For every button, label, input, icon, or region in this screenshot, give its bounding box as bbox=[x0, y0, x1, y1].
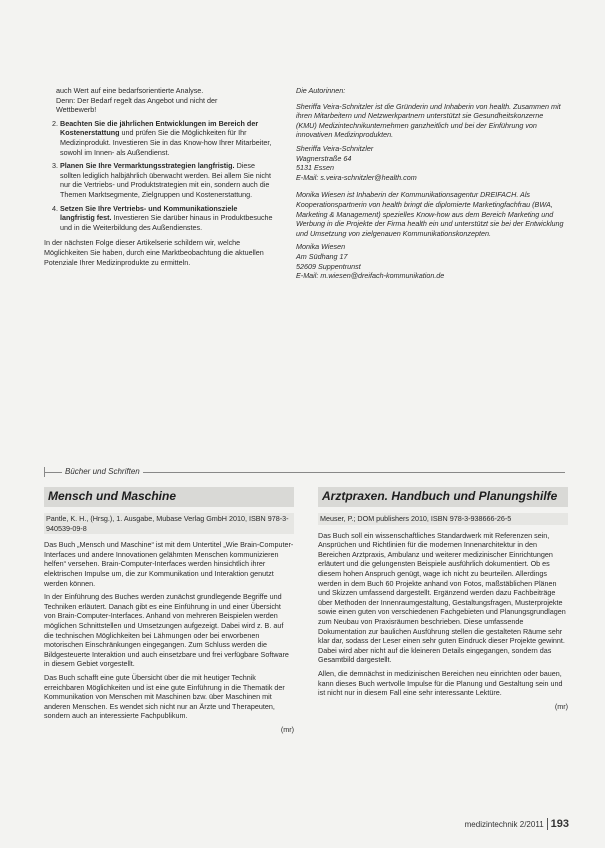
address-line: E-Mail: s.veira-schnitzler@health.com bbox=[296, 172, 417, 182]
list-item bbox=[60, 204, 274, 233]
review-signature: (mr) bbox=[554, 701, 568, 711]
section-label: Bücher und Schriften bbox=[62, 467, 143, 477]
review-paragraph: Allen, die demnächst in medizinischen Bereichen neu einrichten oder bauen, kann dieses Buch wertvolle Impulse für die Planung und Gestaltung sein und ist nicht nur in diesem Fall eine sehr interessante Lektüre. bbox=[318, 668, 563, 698]
step-heading: Planen Sie Ihre Vermarktungsstrategien langfristig. bbox=[60, 161, 235, 171]
book-review-mensch-und-maschine bbox=[44, 487, 294, 734]
page-footer bbox=[465, 819, 569, 830]
address-line: 52609 Suppentrunst bbox=[296, 261, 361, 271]
step-heading: Beachten Sie die jährlichen Entwicklungen im Bereich der Kostenerstattung bbox=[60, 118, 259, 138]
intro-line: Denn: Der Bedarf regelt das Angebot und nicht der bbox=[56, 95, 218, 105]
author1-bio: Sheriffa Veira-Schnitzler ist die Gründerin und Inhaberin von health. Zusammen mit ihren Mitarbeitern und Netzwerkpartnern unterstützt sie Gesundheitskonzerne (KMU) Medizintechnikunternehmen ganzheitlich und bei der Einführung von innovativen Medizinprodukten. bbox=[296, 101, 561, 140]
review-paragraph: Das Buch „Mensch und Maschine“ ist mit dem Untertitel „Wie Brain-Computer-Interfaces und andere Innovationen gelähmten Menschen kommunizieren helfen“ versehen. Brain-Computer-Interfaces werden hinsichtlich ihrer elektrischen Impulse um, die zur Kommunikation und Interaktion genutzt werden können. bbox=[44, 540, 294, 588]
step-text: Investieren Sie darüber hinaus in Produktbesuche und in die Weiterbildung des Außendienstes. bbox=[60, 213, 273, 232]
author2-address bbox=[296, 242, 564, 280]
list-item bbox=[60, 161, 274, 199]
address-line: Wagnerstraße 64 bbox=[296, 153, 352, 163]
step-heading: Setzen Sie Ihre Vertriebs- und Kommunikationsziele langfristig fest. bbox=[60, 203, 238, 223]
author-info bbox=[296, 86, 564, 289]
list-item bbox=[60, 119, 274, 157]
address-line: Am Südhang 17 bbox=[296, 251, 348, 261]
step-text: Diese sollten lediglich halbjährlich überwacht werden. Bei allem Sie nicht nur die Vertriebs- und Produktstrategien mit ein, sondern auch die Themen Marktsegmente, Zielgruppen und Kostenerstattung. bbox=[60, 161, 271, 199]
recommendation-list bbox=[44, 119, 274, 233]
step-text: und prüfen Sie die Möglichkeiten für Ihr Medizinprodukt. Investieren Sie in das Know-how Ihrer Mitarbeiter, sowohl im Innen- als Außendienst. bbox=[60, 128, 272, 157]
review-title: Mensch und Maschine bbox=[44, 487, 294, 507]
review-title: Arztpraxen. Handbuch und Planungshilfe bbox=[318, 487, 568, 507]
closing-paragraph: In der nächsten Folge dieser Artikelserie schildern wir, welche Möglichkeiten Sie haben, durch eine Marktbeobachtung die aktuellen Potenziale Ihrer Medizinprodukte zu ermitteln. bbox=[44, 238, 264, 267]
intro-line: auch Wert auf eine bedarfsorientierte Analyse. bbox=[56, 86, 204, 95]
article-continuation bbox=[44, 86, 274, 271]
authors-label: Die Autorinnen: bbox=[296, 86, 346, 95]
section-divider bbox=[44, 467, 565, 477]
journal-issue: medizintechnik 2/2011 bbox=[464, 820, 544, 829]
review-signature: (mr) bbox=[280, 724, 294, 734]
address-line: E-Mail: m.wiesen@dreifach-kommunikation.de bbox=[296, 271, 445, 281]
review-reference: Pantle, K. H., (Hrsg.), 1. Ausgabe, Mubase Verlag GmbH 2010, ISBN 978-3-940539-09-8 bbox=[44, 513, 294, 534]
review-reference: Meuser, P.; DOM publishers 2010, ISBN 978-3-938666-26-5 bbox=[318, 513, 568, 525]
address-line: Monika Wiesen bbox=[296, 242, 346, 252]
address-line: Sheriffa Veira-Schnitzler bbox=[296, 143, 374, 153]
book-review-arztpraxen bbox=[318, 487, 568, 711]
page-number: 193 bbox=[547, 818, 569, 830]
author1-address bbox=[296, 144, 564, 182]
intro-line: Wettbewerb! bbox=[56, 105, 97, 115]
address-line: 5131 Essen bbox=[296, 163, 334, 173]
author2-bio: Monika Wiesen ist Inhaberin der Kommunikationsagentur DREIFACH. Als Kooperationspartnerin von health bringt die diplomierte Marketingfachfrau (BWA, Marketing & Management) spezielles Know-how aus dem Bereich Marketing und Werbung in die Projekte der Firma health ein und unterstützt sie bei der Entwicklung und Umsetzung von zielgenauen Kommunikationskonzepten. bbox=[296, 190, 564, 238]
review-paragraph: Das Buch soll ein wissenschaftliches Standardwerk mit Referenzen sein, Ansprüchen und Richtlinien für die modernen Innenarchitektur in den Bereichen Arztpraxis, Ambulanz und weiterer medizinischer Einrichtungen erläutert und die gelungensten Beispiele ausführlich dokumentiert. Ob es diesem hohen Anspruch genügt, wage ich nicht zu beurteilen. Allerdings werden in dem Buch 60 Projekte anhand von Fotos, maßstäblichen Plänen und Skizzen umfassend dargestellt. Ergänzend werden dazu Fachbeiträge über Methoden der Innenraumgestaltung, Gestaltungsfragen, Musterprojekte sowie einen guten von verschiedenen Fachgebieten und Planungsgrundlagen zum Neubau von Praxisräumen beschrieben. Diese umfassende Dokumentation zur baulichen Ausführung stellen die gestalteten Räume sehr klar dar, sodass der Leser einen sehr guten Eindruck dieser Projekte gewinnt. Dabei wird aber nicht auf die kleineren Details eingegangen, sondern das Gesamtbild dargestellt. bbox=[318, 530, 566, 665]
review-paragraph: In der Einführung des Buches werden zunächst grundlegende Begriffe und Techniken erläutert. Danach gibt es eine Einführung in und einer Übersicht von Brain-Computer-Interfaces. Anhand von mehreren Beispielen werden möglichen Schnittstellen und Umsetzungen aufgezeigt. Dabei wird z. B. auf die technischen Möglichkeiten bei Lähmungen oder bei erworbenen motorischen Einschränkungen eingegangen. Zum Schluss werden die Bildgesteuerte Interaktion und auch einsetzbare und frei verfügbare Software in diesem Gebiet vorgestellt. bbox=[44, 592, 289, 669]
review-paragraph: Das Buch schafft eine gute Übersicht über die mit heutiger Technik erreichbaren Möglichkeiten und ist eine gute Einführung in die Thematik der Kommunikation von Menschen mit Maschinen bzw. über Maschinen mit anderen Menschen. Es wendet sich nicht nur an Ärzte und Therapeuten, sondern auch an interessierte Fachpublikum. bbox=[44, 672, 285, 721]
intro-paragraph bbox=[44, 86, 274, 115]
